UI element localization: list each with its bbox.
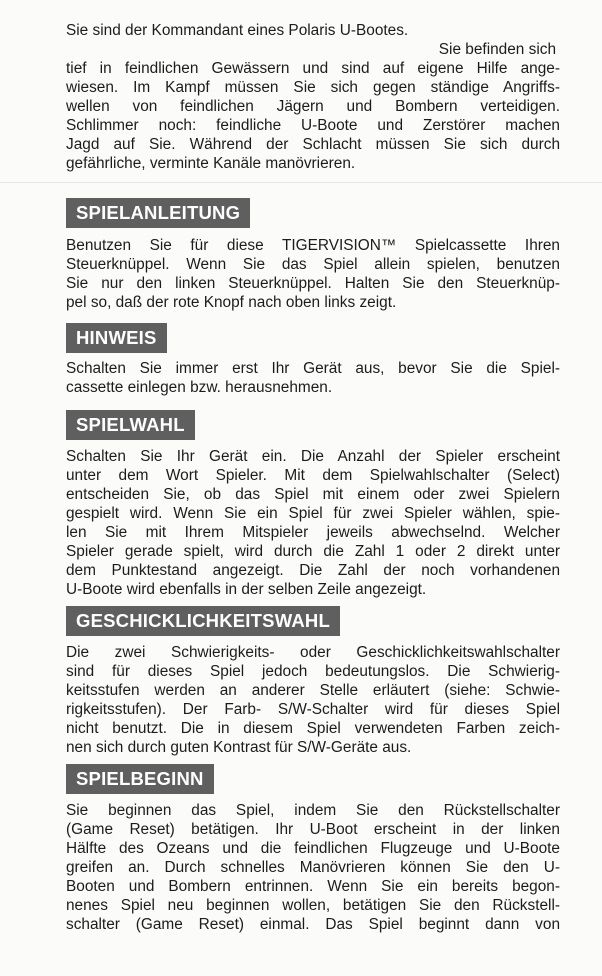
body-line: len Sie mit Ihrem Mitspieler jeweils abwechselnd. Welcher xyxy=(66,524,560,541)
body-line: dem Punktestand angezeigt. Die Zahl der noch vorhandenen xyxy=(66,562,560,579)
body-line: Sie beginnen das Spiel, indem Sie den Rückstellschalter xyxy=(66,802,560,819)
body-line: Benutzen Sie für diese TIGERVISION™ Spielcassette Ihren xyxy=(66,237,560,254)
section-body-spielbeginn xyxy=(66,801,560,934)
intro-line: Sie sind der Kommandant eines Polaris U-Bootes. xyxy=(66,22,409,39)
body-line: Spieler gerade spielt, wird durch die Zahl 1 oder 2 direkt unter xyxy=(66,543,560,560)
body-line: pel so, daß der rote Knopf nach oben links zeigt. xyxy=(66,294,397,311)
body-line: unter dem Wort Spieler. Mit dem Spielwahlschalter (Select) xyxy=(66,467,560,484)
body-line: cassette einlegen bzw. herausnehmen. xyxy=(66,379,333,396)
body-line: Die zwei Schwierigkeits- oder Geschicklichkeitswahlschalter xyxy=(66,644,560,661)
body-line: greifen an. Durch schnelles Manövrieren können Sie den U- xyxy=(66,859,560,876)
section-body-geschicklichkeitswahl xyxy=(66,643,560,757)
section-heading-spielbeginn: SPIELBEGINN xyxy=(66,764,214,794)
body-line: nen sich durch guten Kontrast für S/W-Geräte aus. xyxy=(66,739,412,756)
body-line: sind für dieses Spiel jedoch bedeutungslos. Die Schwierig- xyxy=(66,663,560,680)
body-line: Sie nur den linken Steuerknüppel. Halten Sie den Steuerknüp- xyxy=(66,275,560,292)
body-line: Steuerknüppel. Wenn Sie das Spiel allein spielen, benutzen xyxy=(66,256,560,273)
intro-line: wellen von feindlichen Jägern und Bombern verteidigen. xyxy=(66,98,560,115)
body-line: nicht benutzt. Die in diesem Spiel verwendeten Farben zeich- xyxy=(66,720,560,737)
intro-line: gefährliche, verminte Kanäle manövrieren. xyxy=(66,155,356,172)
body-line: Schalten Sie immer erst Ihr Gerät aus, bevor Sie die Spiel- xyxy=(66,360,560,377)
body-line: entscheiden Sie, ob das Spiel mit einem oder zwei Spielern xyxy=(66,486,560,503)
page-crease xyxy=(0,182,602,183)
section-heading-hinweis: HINWEIS xyxy=(66,323,167,353)
body-line: rigkeitsstufen). Der Farb- S/W-Schalter wird für dieses Spiel xyxy=(66,701,560,718)
section-body-hinweis xyxy=(66,359,560,397)
body-line: schalter (Game Reset) einmal. Das Spiel beginnt dann von xyxy=(66,916,560,933)
body-line: Schalten Sie Ihr Gerät ein. Die Anzahl der Spieler erscheint xyxy=(66,448,560,465)
section-body-spielanleitung xyxy=(66,236,560,312)
section-heading-spielanleitung: SPIELANLEITUNG xyxy=(66,198,250,228)
intro-line: Sie befinden sich xyxy=(438,41,556,58)
body-line: gespielt wird. Wenn Sie ein Spiel für zwei Spieler wählen, spie- xyxy=(66,505,560,522)
body-line: (Game Reset) betätigen. Ihr U-Boot erscheint in der linken xyxy=(66,821,560,838)
intro-line: Schlimmer noch: feindliche U-Boote und Zerstörer machen xyxy=(66,117,560,134)
body-line: Hälfte des Ozeans und die feindlichen Flugzeuge und U-Boote xyxy=(66,840,560,857)
section-heading-spielwahl: SPIELWAHL xyxy=(66,410,195,440)
body-line: keitsstufen werden an anderer Stelle erläutert (siehe: Schwie- xyxy=(66,682,560,699)
section-heading-geschicklichkeitswahl: GESCHICKLICHKEITSWAHL xyxy=(66,606,340,636)
intro-line: tief in feindlichen Gewässern und sind auf eigene Hilfe ange- xyxy=(66,60,560,77)
body-line: U-Boote wird ebenfalls in der selben Zeile angezeigt. xyxy=(66,581,427,598)
intro-line: wiesen. Im Kampf müssen Sie sich gegen ständige Angriffs- xyxy=(66,79,560,96)
intro-line: Jagd auf Sie. Während der Schlacht müssen Sie sich durch xyxy=(66,136,560,153)
body-line: Booten und Bombern entrinnen. Wenn Sie ein bereits begon- xyxy=(66,878,560,895)
intro-paragraph xyxy=(66,21,560,173)
section-body-spielwahl xyxy=(66,447,560,599)
body-line: nenes Spiel neu beginnen wollen, betätigen Sie den Rückstell- xyxy=(66,897,560,914)
